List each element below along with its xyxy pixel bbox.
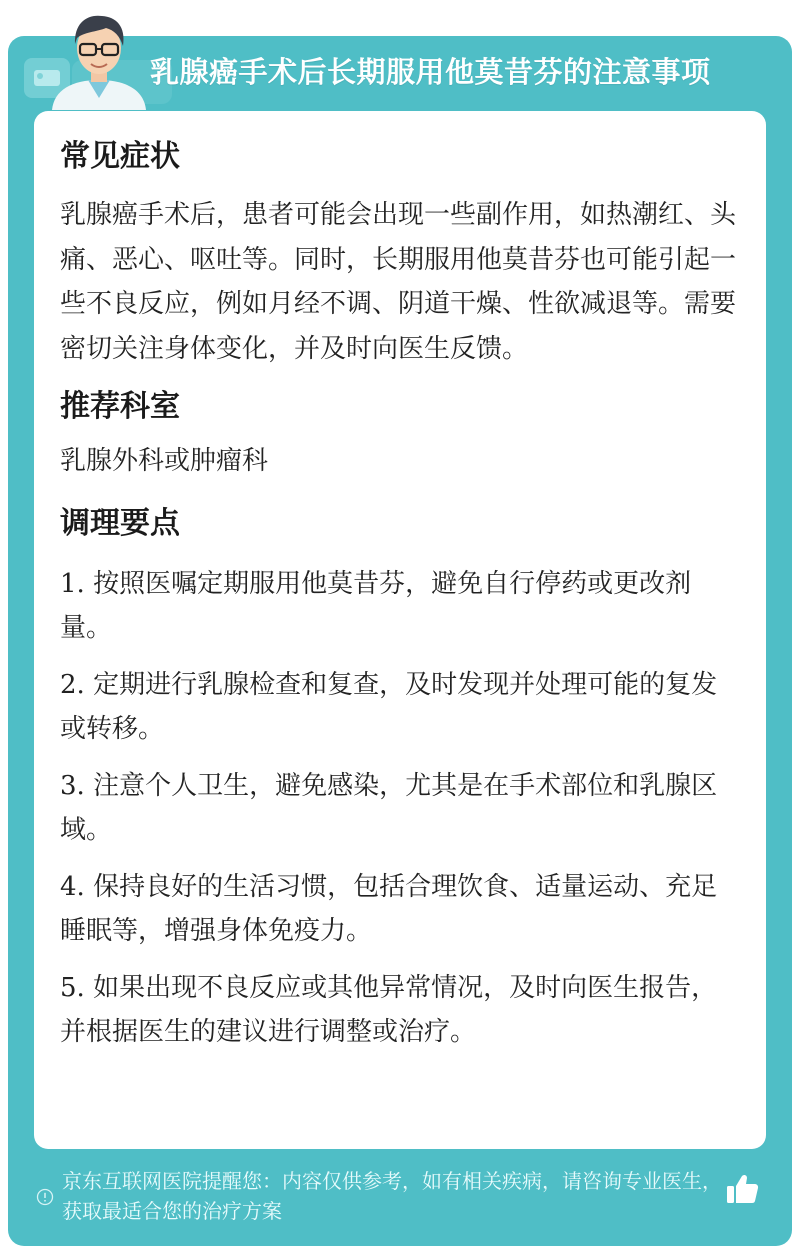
list-item [60, 865, 740, 954]
list-item-text: 保持良好的生活习惯，包括合理饮食、适量运动、充足睡眠等，增强身体免疫力。 [60, 871, 718, 946]
list-item-text: 注意个人卫生，避免感染，尤其是在手术部位和乳腺区域。 [60, 770, 718, 845]
content-card [34, 111, 766, 1149]
list-item [60, 663, 740, 752]
page-title: 乳腺癌手术后长期服用他莫昔芬的注意事项 [150, 55, 711, 89]
list-item [60, 764, 740, 853]
section-title-symptoms: 常见症状 [60, 139, 180, 174]
list-item [60, 966, 740, 1055]
disclaimer-footer [36, 1166, 736, 1236]
department-text: 乳腺外科或肿瘤科 [60, 446, 269, 476]
symptoms-text: 乳腺癌手术后，患者可能会出现一些副作用，如热潮红、头痛、恶心、呕吐等。同时，长期服用他莫昔芬也可能引起一些不良反应，例如月经不调、阴道干燥、性欲减退等。需要密切关注身体变化，并及时向医生反馈。 [60, 200, 737, 364]
section-title-department: 推荐科室 [60, 389, 180, 424]
info-icon [36, 1188, 54, 1206]
list-item-text: 定期进行乳腺检查和复查，及时发现并处理可能的复发或转移。 [60, 669, 718, 744]
list-item-number: 1. [60, 568, 85, 599]
list-item-number: 4. [60, 871, 85, 902]
section-title-care-points: 调理要点 [60, 505, 180, 541]
list-item-text: 如果出现不良反应或其他异常情况，及时向医生报告，并根据医生的建议进行调整或治疗。 [60, 972, 718, 1047]
list-item-text: 按照医嘱定期服用他莫昔芬，避免自行停药或更改剂量。 [60, 568, 692, 643]
list-item-number: 3. [60, 770, 85, 801]
list-item-number: 2. [60, 669, 85, 700]
list-item [60, 562, 740, 651]
doctor-avatar-icon [44, 6, 154, 110]
thumbs-up-icon[interactable] [724, 1171, 760, 1207]
list-item-number: 5. [60, 972, 85, 1003]
disclaimer-text: 京东互联网医院提醒您：内容仅供参考，如有相关疾病，请咨询专业医生，获取最适合您的治疗方案 [62, 1169, 722, 1223]
